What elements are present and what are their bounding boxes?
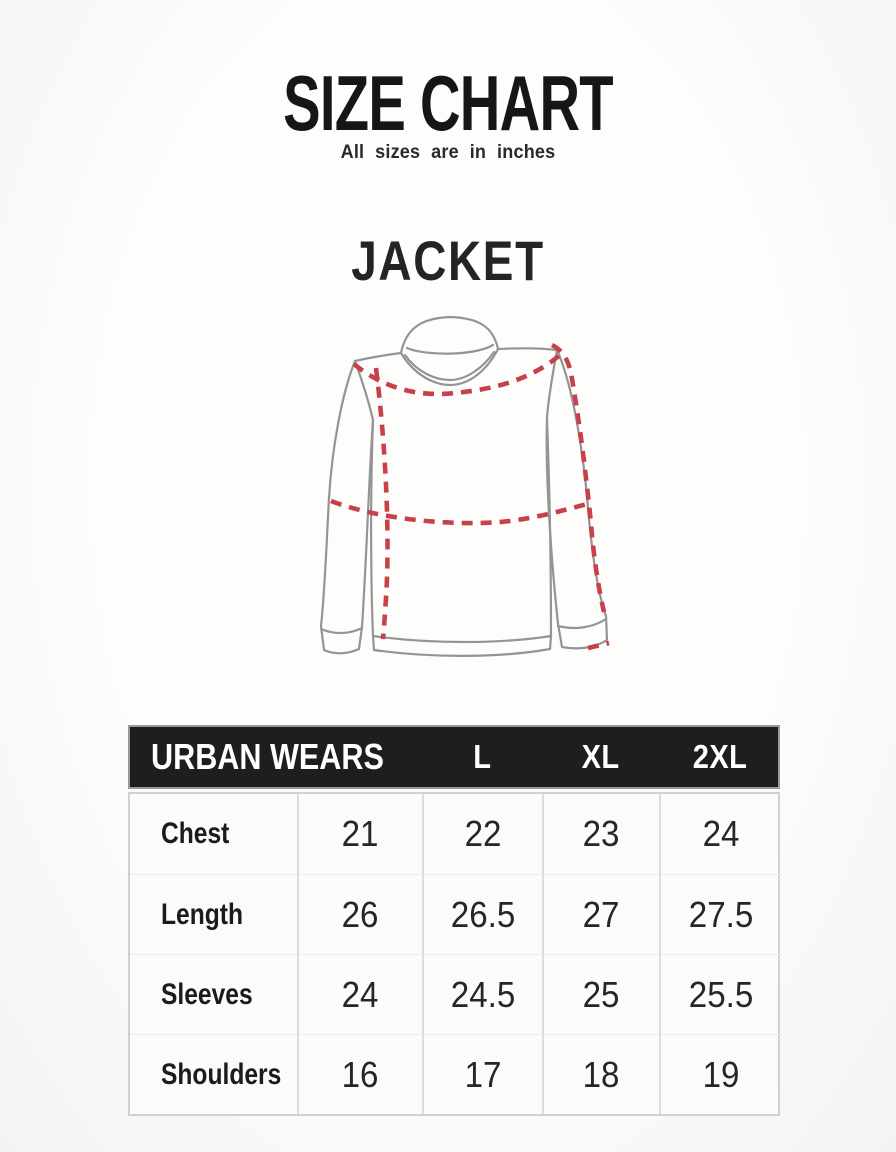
row-label-cell: Sleeves (130, 954, 297, 1034)
size-table (128, 725, 780, 1116)
jacket-outline (321, 317, 607, 656)
value-cell: 27 (542, 874, 659, 954)
value-cell: 21 (297, 794, 422, 874)
brand-header-cell (130, 736, 422, 778)
value-cell: 24.5 (422, 954, 542, 1034)
table-row-shoulders (130, 1034, 778, 1114)
value-cell: 26.5 (422, 874, 542, 954)
row-label-cell: Chest (161, 817, 230, 850)
value-cell: 23 (542, 794, 659, 874)
row-label-cell: Length (130, 874, 297, 954)
brand-name: URBAN WEARS (151, 736, 384, 777)
value-cell: 17 (422, 1034, 542, 1114)
value-cell: 25 (542, 954, 659, 1034)
jacket-outline-svg (298, 298, 632, 672)
shoulder-measure-line (354, 355, 560, 394)
value-cell: 24 (659, 794, 782, 874)
table-row-sleeves (130, 954, 778, 1034)
value-cell: 25.5 (659, 954, 782, 1034)
page-title: SIZE CHART (283, 59, 613, 147)
product-title: JACKET (351, 229, 545, 292)
value-cell: 22 (422, 794, 542, 874)
jacket-illustration (298, 298, 632, 672)
value-cell: 26 (297, 874, 422, 954)
value-cell: 19 (659, 1034, 782, 1114)
size-table-header (128, 725, 780, 789)
length-measure-line (376, 368, 388, 639)
row-label-cell: Shoulders (130, 1034, 297, 1114)
table-row-chest (130, 794, 778, 874)
sleeve-measure-line (552, 345, 604, 612)
page-subtitle: All sizes are in inches (340, 142, 556, 163)
size-header-l: L (472, 738, 492, 775)
size-header-2xl: 2XL (693, 738, 748, 775)
table-row-length (130, 874, 778, 954)
value-cell: 27.5 (659, 874, 782, 954)
size-header-xl: XL (581, 738, 620, 775)
value-cell: 24 (297, 954, 422, 1034)
value-cell: 18 (542, 1034, 659, 1114)
size-table-body (128, 792, 780, 1116)
value-cell: 16 (297, 1034, 422, 1114)
